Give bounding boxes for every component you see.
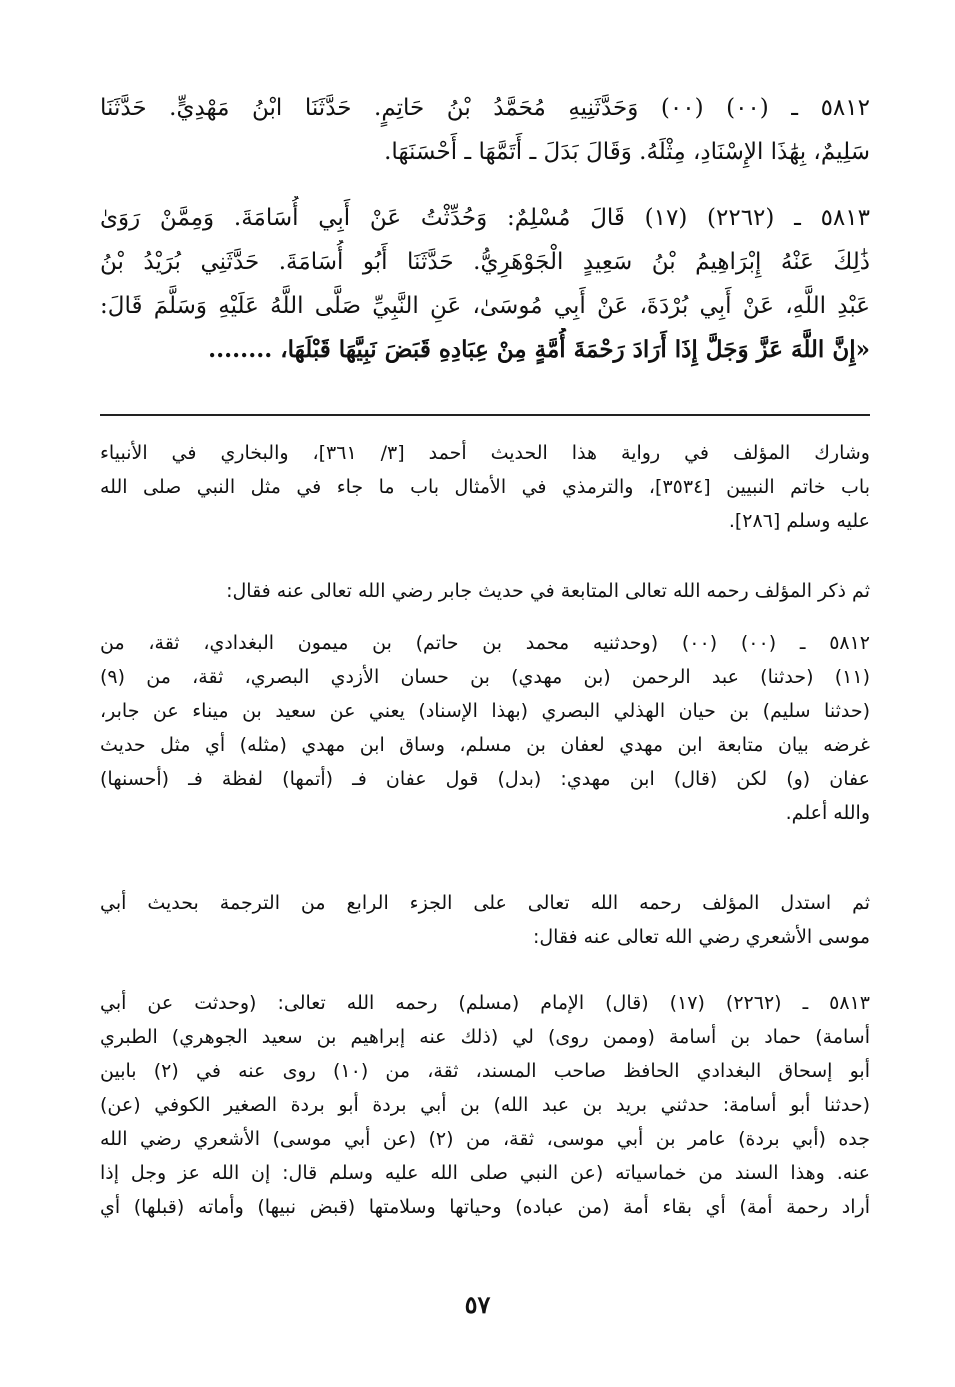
commentary-line: ٥٨١٢ ـ (٠٠) (٠٠) (وحدثنيه محمد بن حاتم) بن ميمون البغدادي، ثقة، من (100, 632, 870, 654)
hadith-5812 (100, 86, 870, 174)
commentary-line: والله أعلم. (785, 802, 870, 824)
hadith-line: عَبْدِ اللَّهِ، عَنْ أَبِي بُرْدَةَ، عَنْ أَبِي مُوسَىٰ، عَنِ النَّبِيِّ صَلَّى اللَّهُ عَلَيْهِ وَسَلَّمَ قَالَ: (100, 293, 870, 319)
commentary-line: عليه وسلم [٢٨٦]. (728, 510, 870, 532)
commentary-paragraph (100, 574, 870, 608)
commentary-paragraph (100, 626, 870, 830)
commentary-line: (حدثنا سليم) بن حيان الهذلي البصري (بهذا الإسناد) يعني عن سعيد بن ميناء عن جابر، (100, 700, 870, 722)
hadith-line: ٥٨١٣ ـ (٢٢٦٢) (١٧) قَالَ مُسْلِمٌ: وَحُدِّثْتُ عَنْ أَبِي أُسَامَةَ. وَمِمَّنْ رَوَىٰ (100, 205, 870, 231)
hadith-line: ٥٨١٢ ـ (٠٠) (٠٠) وَحَدَّثَنِيهِ مُحَمَّدُ بْنُ حَاتِمٍ. حَدَّثَنَا ابْنُ مَهْدِيٍّ. حَدَّثَنَا (100, 95, 870, 121)
commentary-line: أراد رحمة أمة) أي بقاء أمة (من عباده) وحياتها وسلامتها (قبض نبيها) وأماته (قبلها) أي (100, 1196, 870, 1218)
hadith-line: سَلِيمٌ، بِهَٰذَا الإِسْنَادِ، مِثْلَهُ. وَقَالَ بَدَلَ ـ أَتَمَّهَا ـ أَحْسَنَهَا. (384, 139, 870, 165)
commentary-line: (حدثنا أبو أسامة: حدثني بريد بن عبد الله) بن أبي بردة أبو بردة الصغير الكوفي (عن) (100, 1094, 870, 1116)
separator-rule (100, 414, 870, 416)
commentary-line: غرضه بيان متابعة ابن مهدي لعفان بن مسلم، وساق ابن مهدي (مثله) أي مثل حديث (100, 734, 870, 756)
commentary-line: عفان (و) لكن (قال) ابن مهدي: (بدل) قول عفان فـ (أتمها) لفظة فـ (أحسنها) (100, 768, 870, 790)
page-number: ٥٧ (464, 1290, 491, 1319)
commentary-line: أسامة) حماد بن أسامة (وممن روى) لي (ذلك عنه إبراهيم بن سعيد الجوهري) الطبري (100, 1026, 870, 1048)
commentary-line: موسى الأشعري رضي الله تعالى عنه فقال: (532, 926, 870, 948)
commentary-paragraph (100, 436, 870, 538)
commentary-line: ثم ذكر المؤلف رحمه الله تعالى المتابعة في حديث جابر رضي الله تعالى عنه فقال: (226, 580, 870, 602)
hadith-5813 (100, 196, 870, 372)
commentary-line: جده (أبي بردة) عامر بن أبي موسى، ثقة، من (٢) (عن أبي موسى) الأشعري رضي الله (100, 1128, 870, 1150)
commentary-paragraph (100, 886, 870, 954)
commentary-line: (١١) (حدثنا) عبد الرحمن (بن مهدي) بن حسان الأزدي البصري، ثقة، من (٩) (100, 666, 870, 688)
commentary-line: عنه. وهذا السند من خماسياته (عن النبي صلى الله عليه وسلم قال: إن الله عز وجل إذا (100, 1162, 870, 1184)
commentary-line: باب خاتم النبيين [٣٥٣٤]، والترمذي في الأمثال باب ما جاء في مثل النبي صلى الله (100, 476, 870, 498)
hadith-line: «إِنَّ اللَّهَ عَزَّ وَجَلَّ إِذَا أَرَادَ رَحْمَةَ أُمَّةٍ مِنْ عِبَادِهِ قَبَضَ نَبِيَّهَا قَبْلَهَا، ........ (208, 336, 870, 363)
hadith-line: ذَٰلِكَ عَنْهُ إِبْرَاهِيمُ بْنُ سَعِيدٍ الْجَوْهَرِيُّ. حَدَّثَنَا أَبُو أُسَامَةَ. حَدَّثَنِي بُرَيْدُ بْنُ (100, 249, 870, 275)
commentary-line: ثم استدل المؤلف رحمه الله تعالى على الجزء الرابع من الترجمة بحديث أبي (100, 892, 870, 914)
commentary-paragraph (100, 986, 870, 1224)
commentary-line: وشارك المؤلف في رواية هذا الحديث أحمد [٣/ ٣٦١]، والبخاري في الأنبياء (100, 442, 870, 464)
commentary-line: ٥٨١٣ ـ (٢٢٦٢) (١٧) (قال) الإمام (مسلم) رحمه الله تعالى: (وحدثت عن أبي (100, 992, 870, 1014)
commentary-line: أبو إسحاق البغدادي الحافظ صاحب المسند، ثقة، من (١٠) روى عنه في (٢) بابين (100, 1060, 870, 1082)
